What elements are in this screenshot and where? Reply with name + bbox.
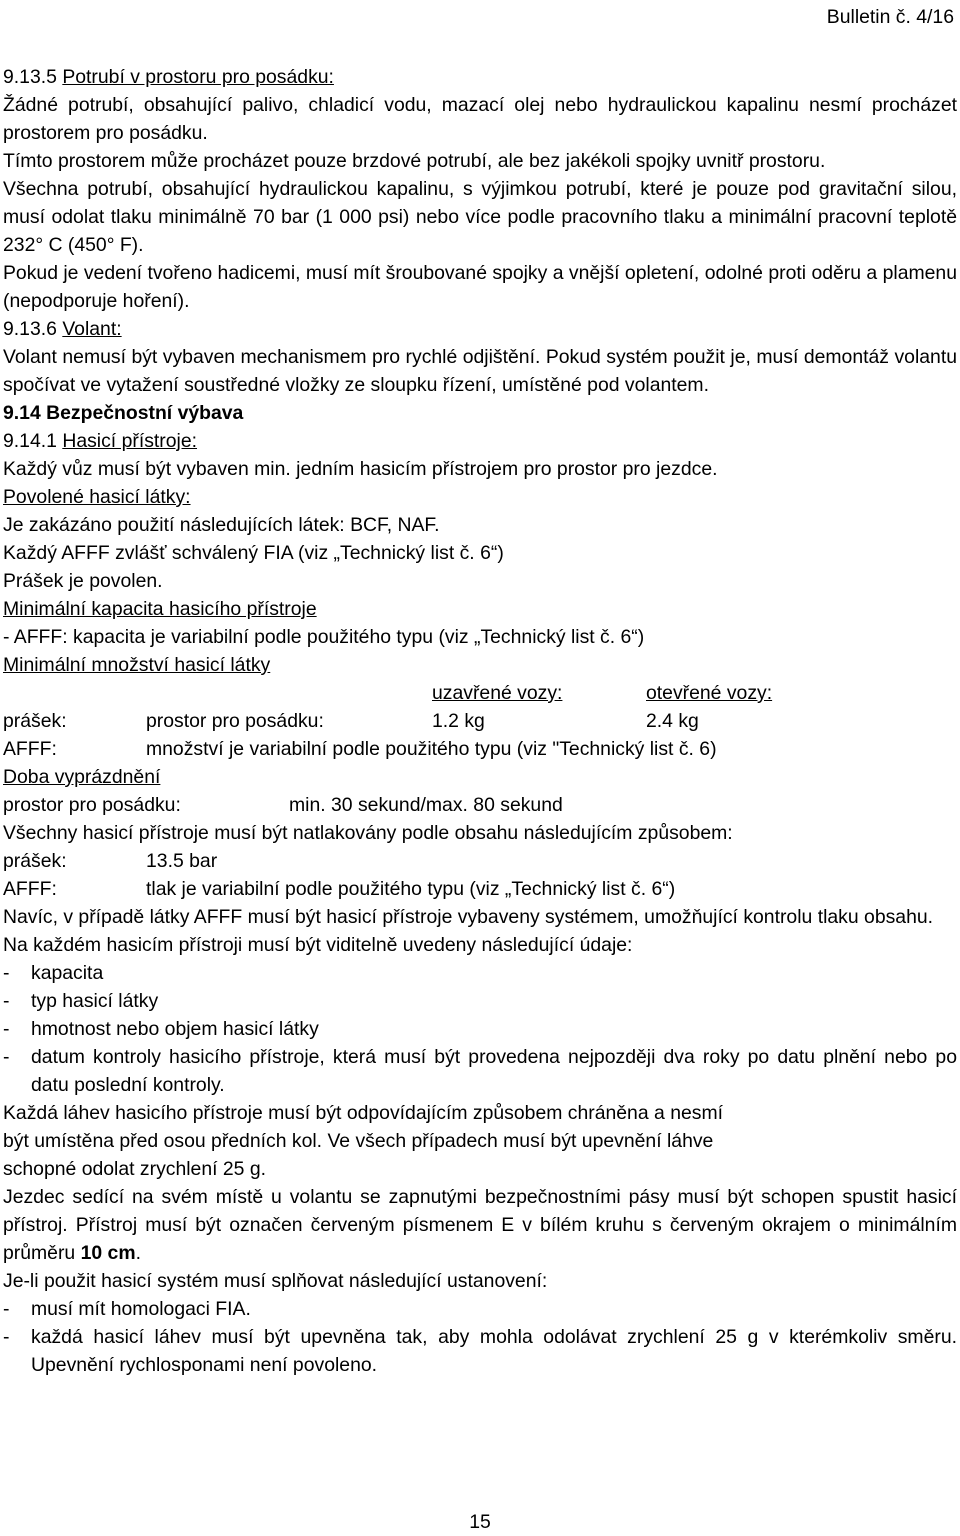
paragraph: Na každém hasicím přístroji musí být viditelně uvedeny následující údaje: [3,934,633,956]
paragraph: Každá láhev hasicího přístroje musí být odpovídajícím způsobem chráněna a nesmí [3,1102,723,1124]
paragraph: Tímto prostorem může procházet pouze brzdové potrubí, ale bez jakékoli spojky uvnitř prostoru. [3,150,826,172]
paragraph: Je zakázáno použití následujících látek: BCF, NAF. [3,514,440,536]
table-cell: AFFF: [3,738,57,760]
pressure-row [3,875,957,903]
list-item: - datum kontroly hasicího přístroje, která musí být provedena nejpozději dva roky po datu plnění nebo po datu poslední kontroly. [3,1046,957,1096]
subheading: Doba vyprázdnění [3,766,161,788]
table-col-closed-cars: uzavřené vozy: [432,682,563,704]
list-item: - hmotnost nebo objem hasicí látky [3,1018,319,1040]
table-cell: množství je variabilní podle použitého typu (viz "Technický list č. 6) [146,738,717,760]
paragraph: Pokud je vedení tvořeno hadicemi, musí mít šroubované spojky a vnější opletení, odolné proti oděru a plamenu (nepodporuje hoření). [3,262,957,312]
paragraph: Je-li použit hasicí systém musí splňovat následující ustanovení: [3,1270,548,1292]
paragraph: Volant nemusí být vybaven mechanismem pro rychlé odjištění. Pokud systém použit je, musí demontáž volantu spočívat ve vytažení soustředné vložky ze sloupku řízení, umístěné pod volantem. [3,346,957,396]
paragraph: Každý vůz musí být vybaven min. jedním hasicím přístrojem pro prostor pro jezdce. [3,458,718,480]
section-9-14-heading: 9.14 Bezpečnostní výbava [3,402,244,424]
paragraph: schopné odolat zrychlení 25 g. [3,1158,267,1180]
table-cell: 1.2 kg [432,710,485,732]
table-cell: 13.5 bar [146,850,218,872]
table-row [3,735,957,763]
paragraph: Všechny hasicí přístroje musí být natlakovány podle obsahu následujícím způsobem: [3,822,733,844]
list-item: - kapacita [3,962,104,984]
section-9-13-6-title: 9.13.6 Volant: [3,318,122,340]
paragraph: Prášek je povolen. [3,570,163,592]
paragraph: Každý AFFF zvlášť schválený FIA (viz „Technický list č. 6“) [3,542,504,564]
subheading: Minimální kapacita hasicího přístroje [3,598,317,620]
table-cell: prášek: [3,850,67,872]
paragraph: Žádné potrubí, obsahující palivo, chladicí vodu, mazací olej nebo hydraulickou kapalinu nesmí procházet prostorem pro posádku. [3,94,957,144]
paragraph: - AFFF: kapacita je variabilní podle použitého typu (viz „Technický list č. 6“) [3,626,645,648]
table-header-row [3,679,957,707]
document-body [3,63,957,1379]
paragraph: Jezdec sedící na svém místě u volantu se zapnutými bezpečnostními pásy musí být schopen spustit hasicí přístroj. Přístroj musí být označen červeným písmenem E v bílém kruhu s červeným okrajem o minimálním průměru 10 cm. [3,1186,957,1264]
pressure-row [3,847,957,875]
table-cell: min. 30 sekund/max. 80 sekund [289,794,563,816]
table-col-open-cars: otevřené vozy: [646,682,773,704]
table-cell: 2.4 kg [646,710,699,732]
subheading: Minimální množství hasicí látky [3,654,271,676]
table-cell: tlak je variabilní podle použitého typu (viz „Technický list č. 6“) [146,878,676,900]
list-item: - typ hasicí látky [3,990,159,1012]
section-9-13-5-title: 9.13.5 Potrubí v prostoru pro posádku: [3,66,334,88]
table-cell: prášek: [3,710,67,732]
discharge-time-row [3,791,957,819]
table-cell: prostor pro posádku: [3,794,181,816]
paragraph: Všechna potrubí, obsahující hydraulickou kapalinu, s výjimkou potrubí, které je pouze pod gravitační silou, musí odolat tlaku minimálně 70 bar (1 000 psi) nebo více podle pracovního tlaku a minimální pracovní teplotě 232° C (450° F). [3,178,957,256]
table-cell: prostor pro posádku: [146,710,324,732]
bulletin-header: Bulletin č. 4/16 [826,6,954,28]
paragraph: Navíc, v případě látky AFFF musí být hasicí přístroje vybaveny systémem, umožňující kontrolu tlaku obsahu. [3,906,934,928]
subheading: Povolené hasicí látky: [3,486,191,508]
table-cell: AFFF: [3,878,57,900]
table-row [3,707,957,735]
page-number: 15 [469,1511,491,1533]
list-item: - musí mít homologaci FIA. [3,1298,251,1320]
paragraph: být umístěna před osou předních kol. Ve všech případech musí být upevnění láhve [3,1130,714,1152]
list-item: - každá hasicí láhev musí být upevněna tak, aby mohla odolávat zrychlení 25 g v kterémkoliv směru. Upevnění rychlosponami není povoleno. [3,1326,957,1376]
section-9-14-1-title: 9.14.1 Hasicí přístroje: [3,430,198,452]
